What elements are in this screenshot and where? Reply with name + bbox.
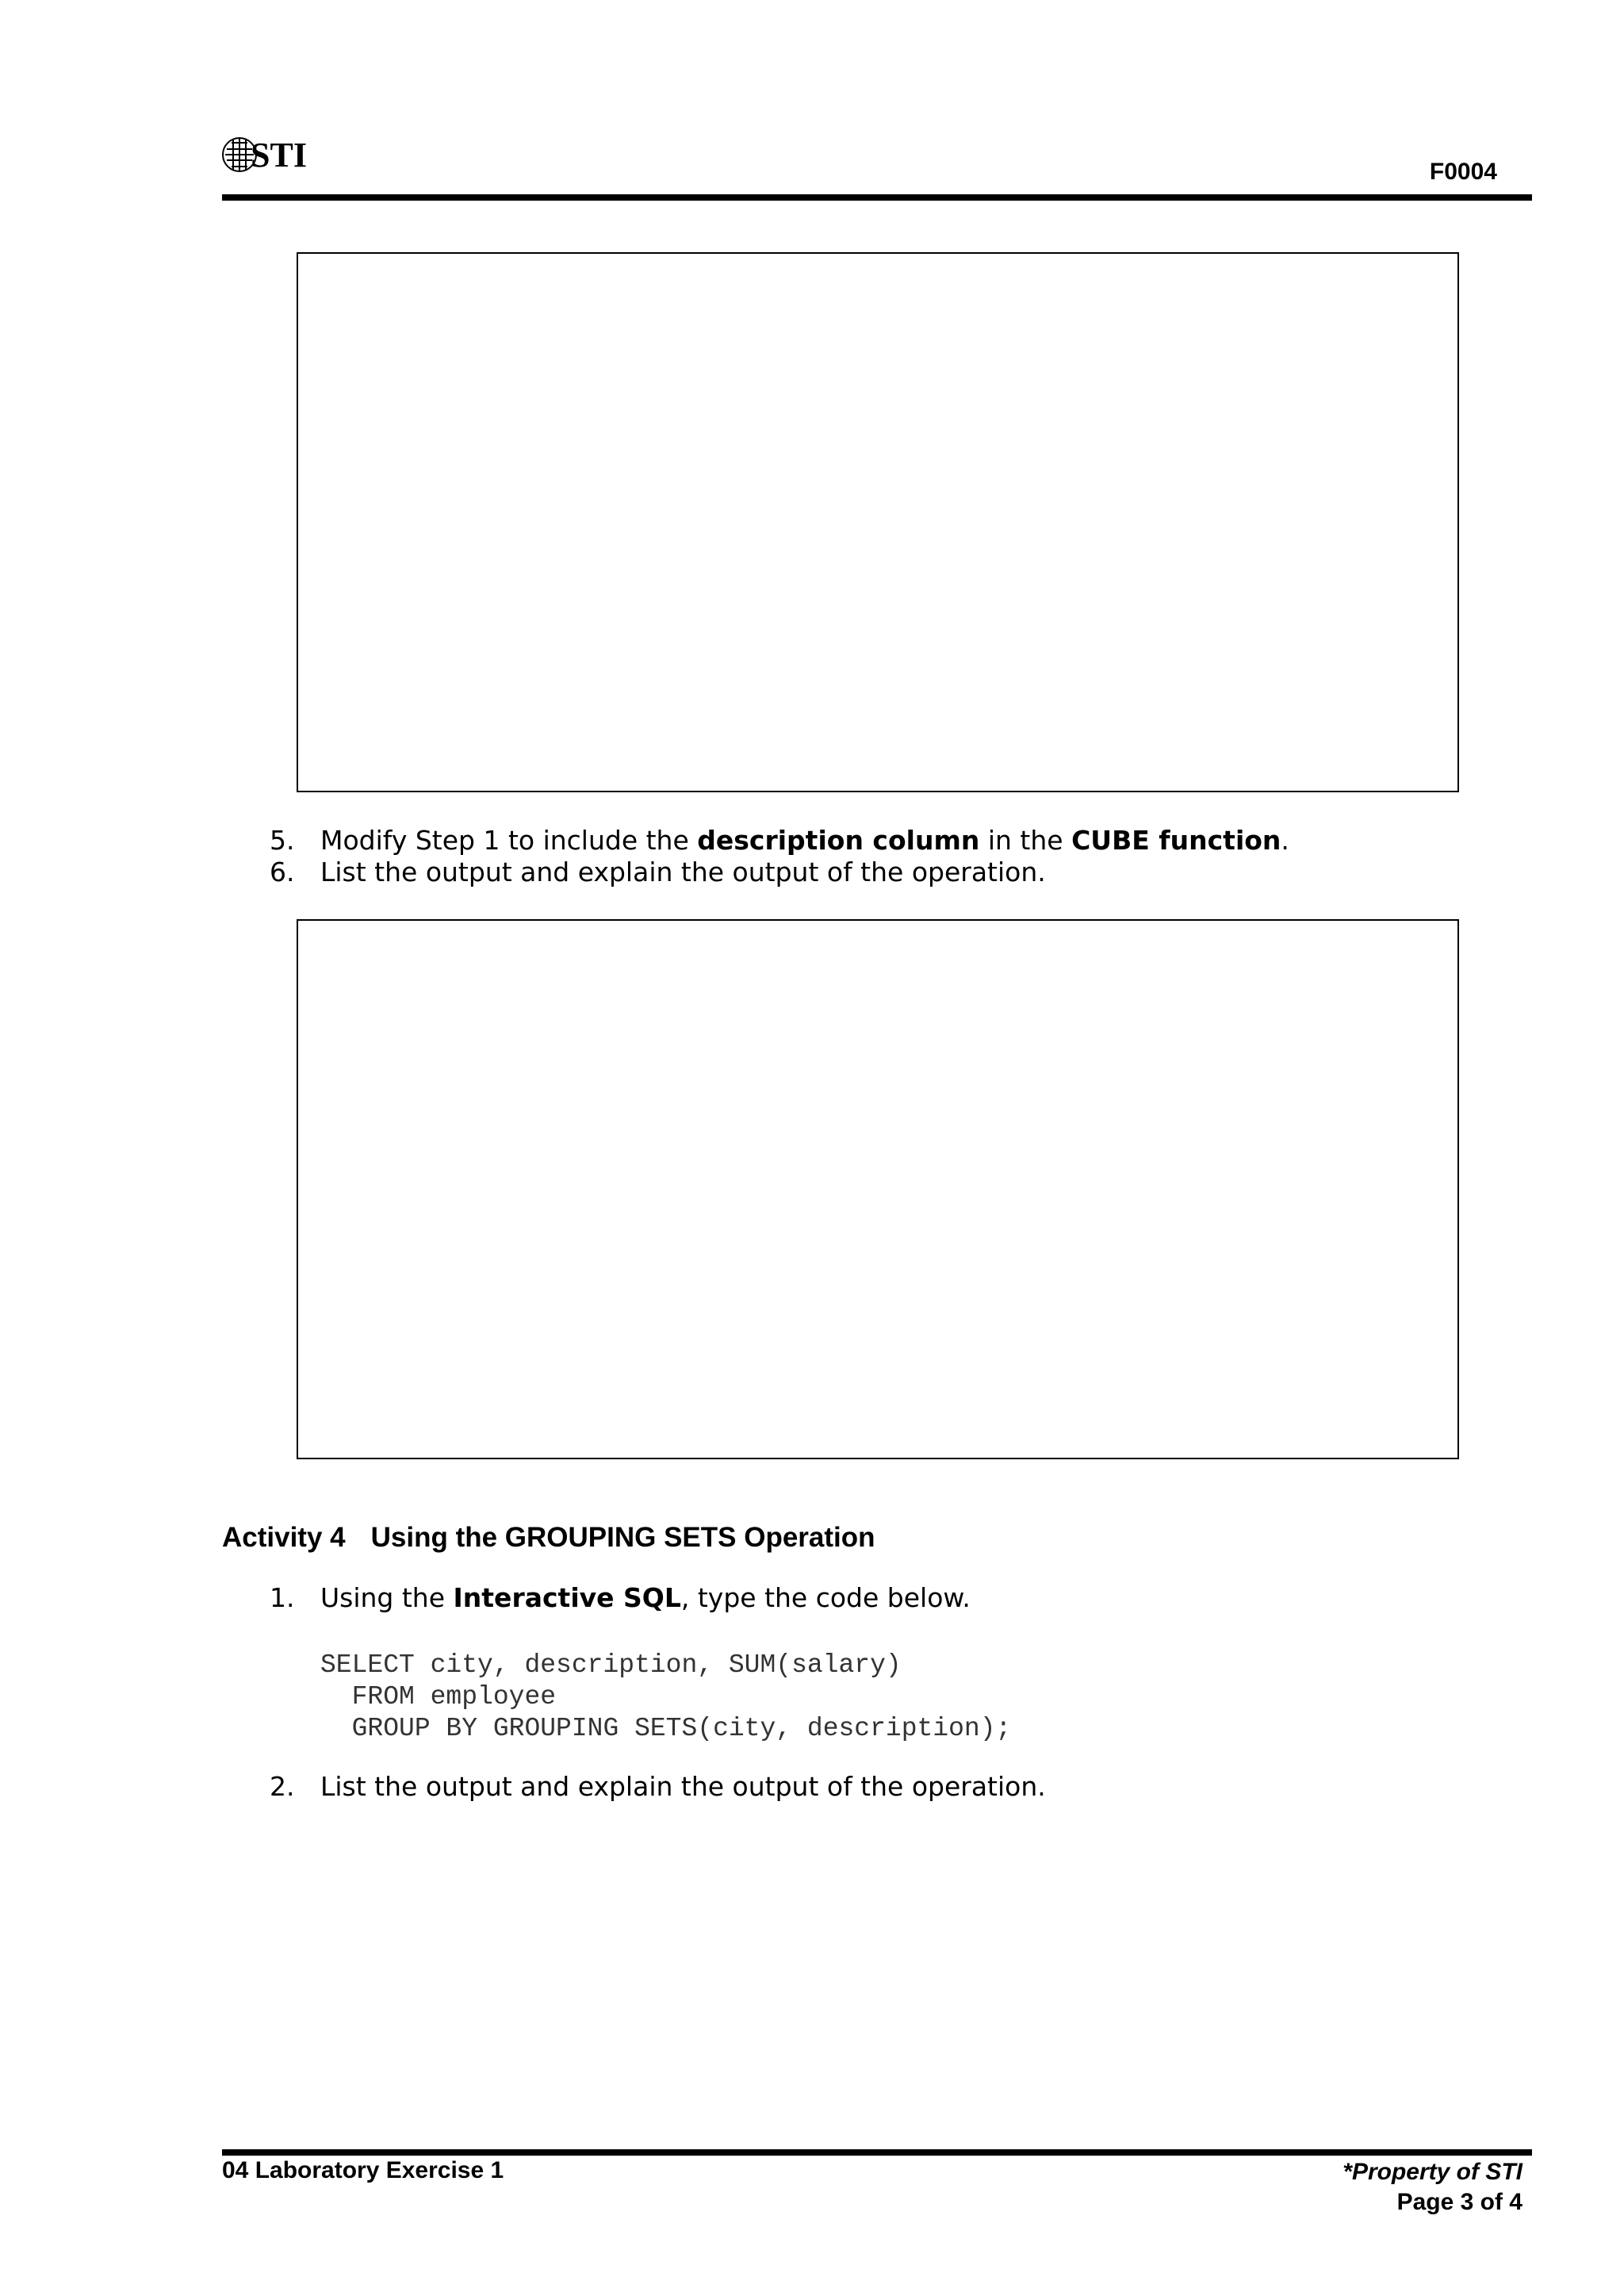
activity-heading xyxy=(222,1522,875,1554)
step-bold-text: CUBE function xyxy=(1071,825,1281,856)
answer-box[interactable] xyxy=(297,252,1459,792)
step-item xyxy=(270,1771,1046,1803)
code-line: SELECT city, description, SUM(salary) xyxy=(320,1650,902,1680)
step-text: List the output and explain the output of the operation. xyxy=(320,1771,1046,1802)
step-number: 1. xyxy=(270,1582,295,1613)
activity-title: Using the GROUPING SETS Operation xyxy=(370,1522,875,1553)
step-number: 6. xyxy=(270,857,295,887)
step-text: , type the code below. xyxy=(680,1582,971,1613)
form-code: F0004 xyxy=(1429,159,1497,185)
step-text: Modify Step 1 to include the xyxy=(320,825,698,856)
step-text: List the output and explain the output of the operation. xyxy=(320,857,1046,887)
step-bold-text: description column xyxy=(697,825,980,856)
answer-box[interactable] xyxy=(297,919,1459,1459)
logo-text: STI xyxy=(251,136,307,174)
code-line: GROUP BY GROUPING SETS(city, description); xyxy=(320,1714,1012,1743)
header-rule xyxy=(222,194,1532,201)
step-item xyxy=(270,825,1289,857)
step-bold-text: Interactive SQL xyxy=(453,1582,681,1613)
footer-right xyxy=(1342,2157,1522,2217)
code-line: FROM employee xyxy=(320,1682,557,1711)
step-item xyxy=(270,857,1046,888)
sql-code-block xyxy=(320,1650,1011,1745)
property-notice: *Property of STI xyxy=(1342,2159,1522,2185)
step-item xyxy=(270,1582,971,1614)
activity-label: Activity 4 xyxy=(222,1522,346,1553)
step-text: . xyxy=(1281,825,1289,856)
step-number: 5. xyxy=(270,825,295,856)
step-text: in the xyxy=(979,825,1072,856)
page-number: Page 3 of 4 xyxy=(1396,2189,1522,2215)
footer-rule xyxy=(222,2149,1532,2156)
footer-title: 04 Laboratory Exercise 1 xyxy=(222,2157,504,2183)
step-text: Using the xyxy=(320,1582,454,1613)
sti-logo xyxy=(222,127,325,182)
step-number: 2. xyxy=(270,1771,295,1802)
